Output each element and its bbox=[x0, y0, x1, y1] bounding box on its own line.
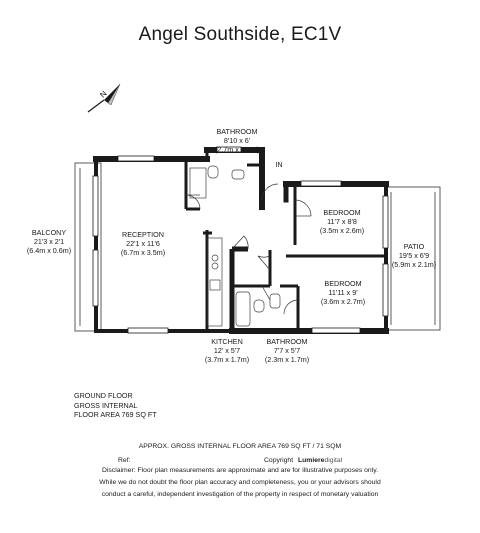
compass-letter: N bbox=[98, 89, 109, 100]
copyright-label: Copyright bbox=[264, 457, 294, 464]
disclaimer-line-3: conduct a careful, independent investigation of the property in respect of monetary valuation bbox=[101, 491, 379, 498]
room-label-balcony: BALCONY 21'3 x 2'1 (6.4m x 0.6m) bbox=[26, 228, 72, 255]
entrance-label: IN bbox=[275, 160, 283, 169]
approx-area: APPROX. GROSS INTERNAL FLOOR AREA 769 SQ FT / 71 SQM bbox=[138, 443, 342, 450]
room-label-bathroom-top: BATHROOM 8'10 x 6' (2.7m x 1.8m) bbox=[214, 127, 260, 154]
property-title: Angel Southside, EC1V bbox=[138, 24, 342, 45]
room-label-bathroom-bottom: BATHROOM 7'7 x 5'7 (2.3m x 1.7m) bbox=[264, 337, 310, 364]
compass-icon bbox=[88, 84, 120, 112]
floor-info-line: FLOOR AREA 769 SQ FT bbox=[74, 410, 157, 419]
disclaimer-line-2: While we do not doubt the floor plan accuracy and completeness, you or your advisors should bbox=[99, 479, 381, 486]
floor-info-line: GROSS INTERNAL bbox=[74, 400, 138, 410]
copyright bbox=[264, 457, 342, 464]
doors bbox=[186, 184, 311, 314]
floor-info bbox=[74, 391, 157, 420]
room-label-reception: RECEPTION 22'1 x 11'6 (6.7m x 3.5m) bbox=[120, 230, 166, 257]
disclaimer-line-1: Disclaimer: Floor plan measurements are approximate and are for illustrative purposes only. bbox=[101, 467, 379, 474]
room-label-patio: PATIO 19'5 x 6'9 (5.9m x 2.1m) bbox=[391, 242, 437, 269]
room-label-kitchen: KITCHEN 12' x 5'7 (3.7m x 1.7m) bbox=[204, 337, 250, 364]
room-label-bedroom-2: BEDROOM 11'11 x 9' (3.6m x 2.7m) bbox=[320, 279, 366, 306]
brand-light: digital bbox=[324, 457, 343, 464]
floor-info-line: GROUND FLOOR bbox=[74, 391, 133, 400]
ref-label: Ref: bbox=[118, 457, 131, 464]
room-label-bedroom-1: BEDROOM 11'7 x 8'8 (3.5m x 2.6m) bbox=[319, 208, 365, 235]
brand-bold: Lumiere bbox=[297, 457, 325, 464]
